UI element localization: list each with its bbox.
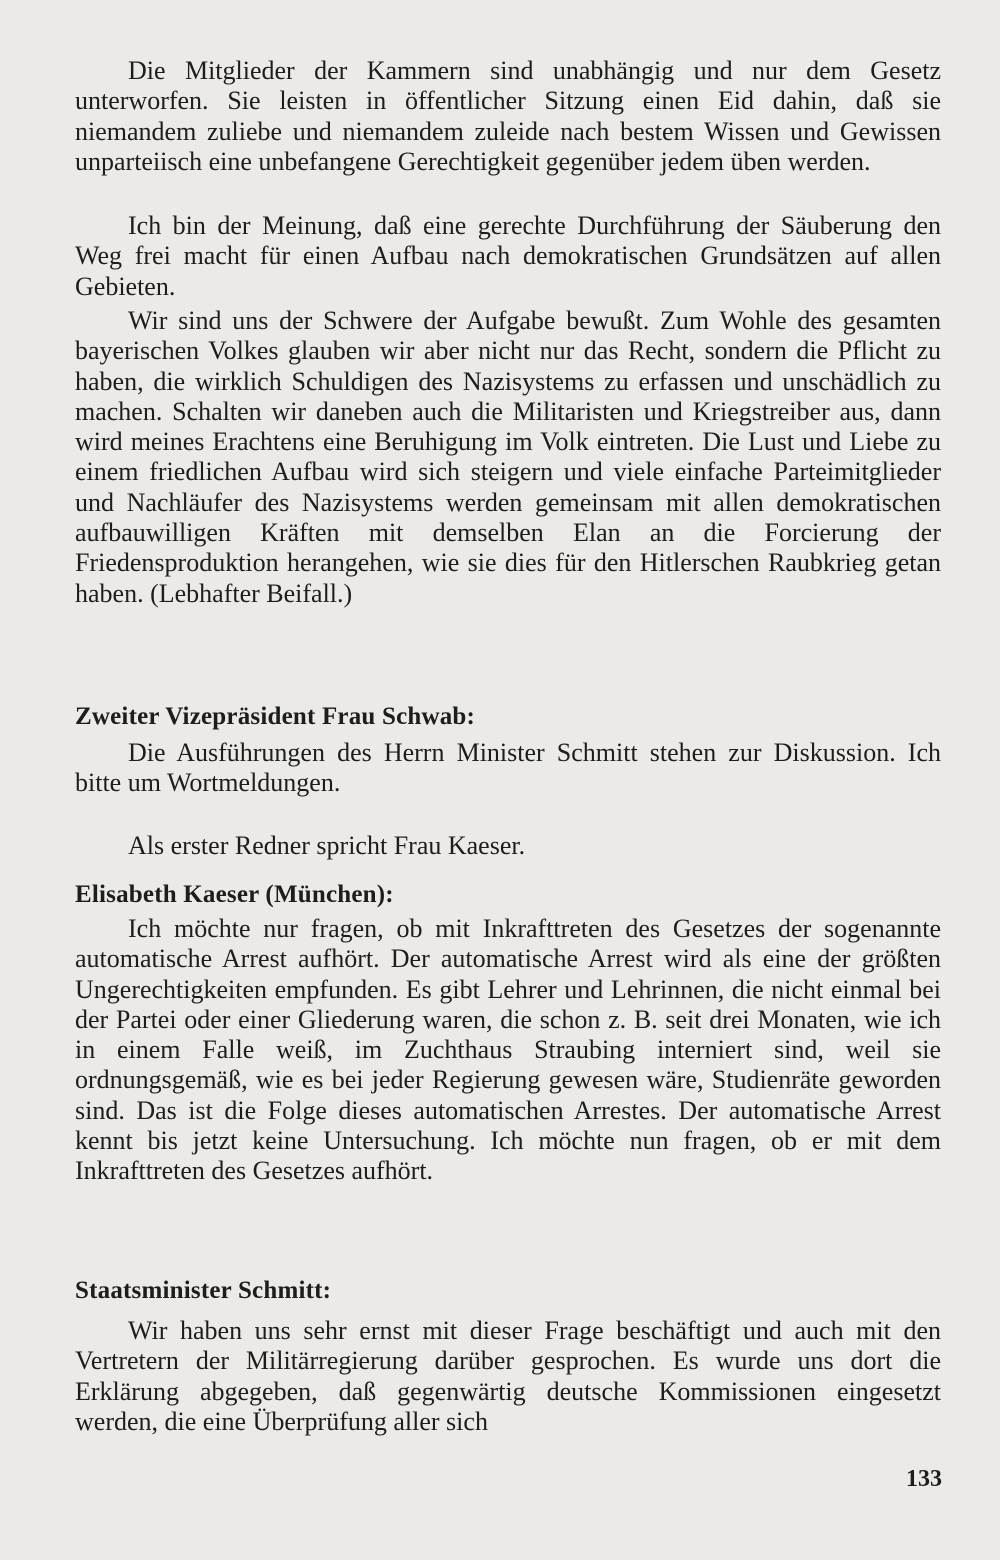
body-paragraph: Wir sind uns der Schwere der Aufgabe bewußt. Zum Wohle des gesamten bayerischen Volkes glauben wir aber nicht nur das Recht, sondern die Pflicht zu haben, die wirklich Schuldigen des Nazisystems zu erfassen und unschädlich zu machen. Schalten wir daneben auch die Militaristen und Kriegstreiber aus, dann wird meines Erachtens eine Beruhigung im Volk eintreten. Die Lust und Liebe zu einem friedlichen Aufbau wird sich steigern und viele einfache Parteimitglieder und Nachläufer des Nazisystems werden gemeinsam mit allen demokratischen aufbauwilligen Kräften mit demselben Elan an die Forcierung der Friedensproduktion herangehen, wie sie dies für den Hitlerschen Raubkrieg getan haben. (Lebhafter Beifall.) [75, 306, 941, 608]
body-paragraph: Die Mitglieder der Kammern sind unabhängig und nur dem Gesetz unterworfen. Sie leisten in öffentlicher Sitzung einen Eid dahin, daß sie niemandem zuliebe und niemandem zuleide nach bestem Wissen und Gewissen unparteiisch eine unbefangene Gerechtigkeit gegenüber jedem üben werden. [75, 56, 941, 176]
paragraph-task [75, 306, 941, 609]
body-paragraph: Ich möchte nur fragen, ob mit Inkrafttreten des Gesetzes der sogenannte automatische Arrest aufhört. Der automatische Arrest wird als eine der größten Ungerechtigkeiten empfunden. Es gibt Lehrer und Lehrinnen, die nicht einmal bei der Partei oder einer Gliederung waren, die schon z. B. seit drei Monaten, wie ich in einem Falle weiß, im Zuchthaus Straubing interniert sind, weil sie ordnungsgemäß, wie es bei jeder Regierung gewesen wäre, Studienräte geworden sind. Das ist die Folge dieses automatischen Arrestes. Der automatische Arrest kennt bis jetzt keine Untersuchung. Ich möchte nun fragen, ob er mit dem Inkrafttreten des Gesetzes aufhört. [75, 914, 941, 1186]
paragraph-judges [75, 56, 941, 177]
speaker-statement [75, 738, 941, 799]
body-paragraph: Die Ausführungen des Herrn Minister Schmitt stehen zur Diskussion. Ich bitte um Wortmeldungen. [75, 738, 941, 798]
body-paragraph: Wir haben uns sehr ernst mit dieser Frage beschäftigt und auch mit den Vertretern der Militärregierung darüber gesprochen. Es wurde uns dort die Erklärung abgegeben, daß gegenwärtig deutsche Kommissionen eingesetzt werden, die eine Überprüfung aller sich [75, 1316, 941, 1436]
narration-text: Als erster Redner spricht Frau Kaeser. [128, 831, 526, 860]
speaker-heading [75, 880, 941, 910]
speaker-name: Elisabeth Kaeser (München): [75, 881, 394, 908]
speaker-statement [75, 1316, 941, 1437]
narration-line [75, 831, 941, 861]
paragraph-opinion [75, 211, 941, 302]
speaker-heading [75, 1276, 941, 1306]
speaker-heading [75, 702, 941, 732]
speaker-name: Staatsminister Schmitt: [75, 1277, 332, 1304]
speaker-name: Zweiter Vizepräsident Frau Schwab: [75, 703, 476, 730]
page-number: 133 [906, 1466, 942, 1492]
speaker-statement [75, 914, 941, 1187]
body-paragraph: Ich bin der Meinung, daß eine gerechte Durchführung der Säuberung den Weg frei macht für einen Aufbau nach demokratischen Grundsätzen auf allen Gebieten. [75, 211, 941, 301]
